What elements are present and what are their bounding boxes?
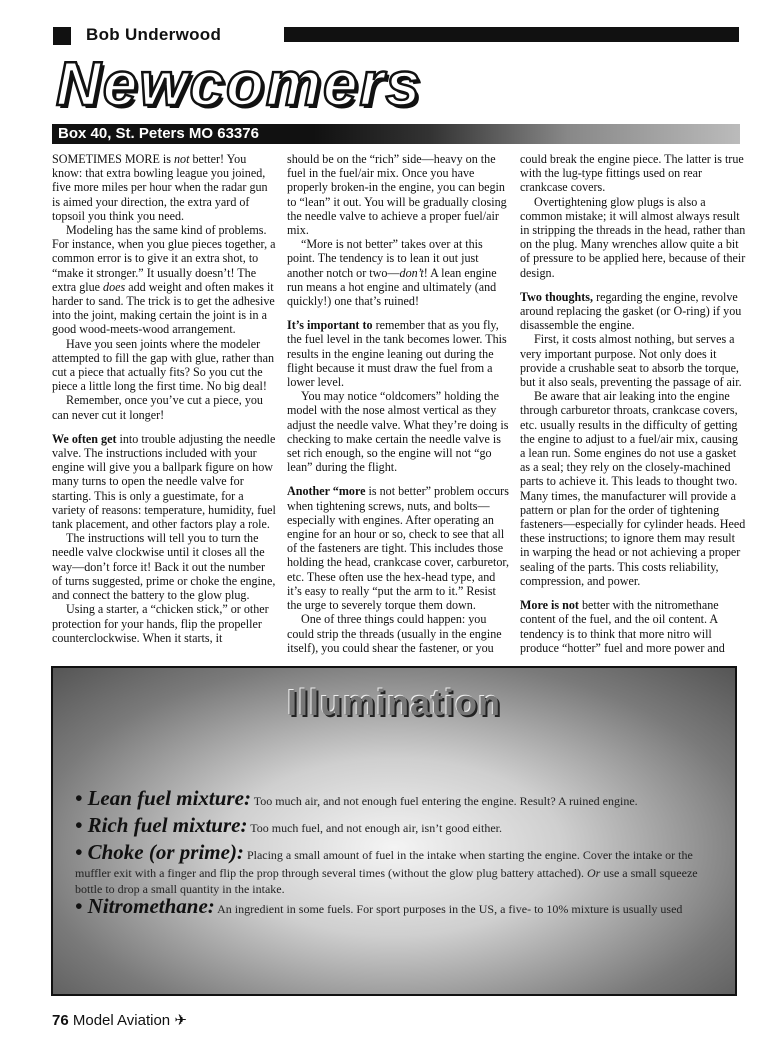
paragraph: Using a starter, a “chicken stick,” or other protection for your hands, flip the propeller counterclockwise. When it starts, it [52, 602, 269, 645]
glossary-definition: Placing a small amount of fuel in the intake when starting the engine. Cover the intake or the muffler exit with a finger and flip the prop through several times (without the glow plug battery attached). [75, 848, 693, 880]
glossary-definition: Too much fuel, and not enough air, isn’t good either. [250, 821, 502, 835]
text: is not better” problem occurs when tightening screws, nuts, and bolts—especially with engines. After operating an engine for an hour or so, check to see that all of the fasteners are tight. This includes those holding the head, crankcase cover, carburetor, etc. These often use the hex-head type, and it’s easy to really “put the arm to it.” Resist the urge to severely torque them down. [287, 484, 509, 613]
lead-in: We often get [52, 431, 117, 446]
bullet: • [75, 894, 83, 918]
paragraph [520, 598, 746, 655]
illumination-title: Illumination [287, 682, 501, 723]
bullet: • [75, 840, 83, 864]
text: into trouble adjusting the needle valve. The instructions included with your engine will give you a ballpark figure on how many turns to open the needle valve for starting. This is only a guestimate, for a variety of reasons: temperature, humidity, fuel tank placement, and other factors play a role. [52, 431, 276, 532]
glossary-item [75, 894, 715, 919]
emphasis: don’t [399, 265, 424, 280]
text: ! A lean engine run means a hot engine and ultimately (and quickly!) one that’s ruined! [287, 265, 497, 309]
text-column-2 [287, 152, 513, 656]
glossary-term: Choke (or prime): [87, 840, 244, 864]
emphasis: not [174, 152, 190, 166]
glossary-definition: Too much air, and not enough fuel entering the engine. Result? A ruined engine. [253, 794, 638, 808]
text: is [162, 152, 171, 166]
paragraph [520, 290, 746, 333]
glossary-definition: use a small squeeze bottle to drop a small quantity in the intake. [75, 866, 698, 896]
paragraph: Have you seen joints where the modeler attempted to fill the gap with glue, rather than cut a piece that actually fits? So you cut the piece a little long the first time. No big deal! [52, 336, 274, 394]
paragraph: First, it costs almost nothing, but serves a very important purpose. Not only does it provide a crushable seat to absorb the torque, but it also seals, preventing the passage of air. [520, 332, 742, 390]
column-title: Newcomers [56, 50, 423, 119]
text: remember that as you fly, the fuel level in the tank becomes lower. This results in the engine leaning out during the flight because it must draw the fuel from a lower level. [287, 318, 507, 390]
emphasis: Or [586, 866, 601, 880]
paragraph: You may notice “oldcomers” holding the model with the nose almost vertical as they adjust the needle valve. What they’re doing is checking to make certain the needle valve is set rich enough, so the engine will not “go lean” during the flight. [287, 389, 509, 475]
glossary-term: Rich fuel mixture: [87, 813, 248, 837]
illumination-box [51, 666, 737, 996]
text-column-3 [520, 152, 746, 656]
header-bar [284, 27, 739, 42]
text: better with the nitromethane content of the fuel, and the oil content. A tendency is to think that more nitro will produce “hotter” fuel and more power and [520, 598, 725, 655]
airplane-icon: ✈ [174, 1012, 187, 1029]
page-number: 76 [52, 1012, 69, 1029]
paragraph [287, 237, 513, 308]
header-square [53, 27, 71, 45]
author-address: Box 40, St. Peters MO 63376 [58, 125, 259, 142]
paragraph: One of three things could happen: you could strip the threads (usually in the engine itself), you could shear the fastener, or you [287, 612, 502, 655]
glossary-term: Lean fuel mixture: [87, 786, 251, 810]
glossary-item [75, 840, 715, 897]
text: regarding the engine, revolve around replacing the gasket (or O-ring) if you disassemble the engine. [520, 289, 742, 333]
paragraph [52, 432, 278, 531]
paragraph: Be aware that air leaking into the engine through carburetor throats, crankcase covers, etc. usually results in the difficulty of getting the engine to adjust to a fuel/air mix, causing a lean run. Some engines do not use a gasket as a seal; they rely on the closely-machined parts to achieve it. This leads to thought two. Many times, the manufacturer will provide a pattern or plan for the order of tightening fasteners—especially for cylinder heads. Heed these instructions; to ignore them may result in warping the head or not achieving a proper sealing of the parts. This costs reliability, compression, and power. [520, 389, 746, 588]
page-footer [52, 1011, 187, 1029]
lead-in: It’s important to [287, 318, 373, 333]
glossary-item [75, 786, 715, 811]
text: add weight and often makes it harder to sand. The trick is to get the adhesive into the joint, making certain the joint is in a good wood-meets-wood arrangement. [52, 279, 275, 337]
paragraph [287, 484, 513, 612]
paragraph: The instructions will tell you to turn the needle valve clockwise until it closes all the way—don’t force it! Back it out the number of turns suggested, prime or choke the engine, and connect the battery to the glow plug. [52, 531, 276, 603]
emphasis: does [103, 279, 126, 294]
bullet: • [75, 786, 83, 810]
magazine-name: Model Aviation [72, 1012, 171, 1029]
text: Modeling has the same kind of problems. For instance, when you glue pieces together, a common error is to give it an extra shot, to “make it stronger.” It usually doesn’t! The extra glue [52, 223, 276, 294]
bullet: • [75, 813, 83, 837]
paragraph: Remember, once you’ve cut a piece, you can never cut it longer! [52, 393, 263, 422]
paragraph: should be on the “rich” side—heavy on the fuel in the fuel/air mix. Once you have properly broken-in the engine, you can begin to “lean” it out. You will be gradually closing the needle valve to achieve a proper fuel/air mix. [287, 152, 507, 238]
paragraph: Overtightening glow plugs is also a common mistake; it will almost always result in stripping the threads in the head, rather than on the plug. Many wrenches allow quite a bit of pressure to be applied here, because of their design. [520, 194, 746, 280]
lead-in: Two thoughts, [520, 289, 594, 304]
paragraph: could break the engine piece. The latter is true with the lug-type fittings used on rear crankcase covers. [520, 152, 744, 195]
text: “More is not better” takes over at this point. The tendency is to lean it out just another notch or two— [287, 237, 483, 280]
paragraph [52, 152, 278, 223]
paragraph [287, 318, 513, 389]
text: better! You know: that extra bowling league you joined, five more miles per hour when the radar gun is aimed your direction, the extra yard of topsoil you think you need. [52, 152, 268, 223]
glossary-definition: An ingredient in some fuels. For sport purposes in the US, a five- to 10% mixture is usually used [217, 902, 683, 916]
author-name: Bob Underwood [86, 25, 222, 44]
lead-in: More is not [520, 598, 579, 613]
lead-in: SOMETIMES MORE [52, 152, 160, 166]
glossary-item [75, 813, 715, 838]
text-column-1 [52, 152, 278, 656]
lead-in: Another “more [287, 484, 366, 499]
glossary-term: Nitromethane: [87, 894, 215, 918]
paragraph [52, 223, 278, 337]
